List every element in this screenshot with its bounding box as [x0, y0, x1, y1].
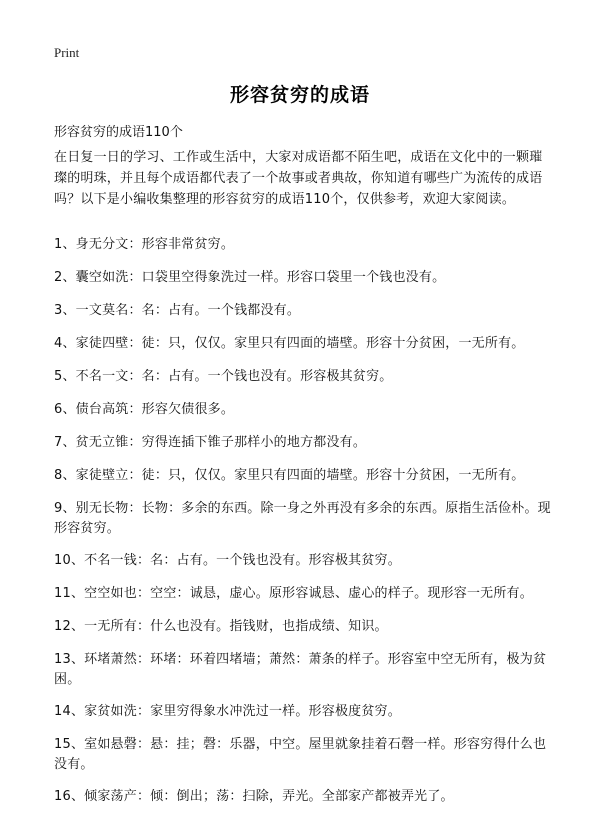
list-item: 16、倾家荡产：倾：倒出；荡：扫除，弄光。全部家产都被弄光了。	[54, 789, 454, 804]
list-item: 5、不名一文：名：占有。一个钱也没有。形容极其贫穷。	[54, 369, 393, 384]
list-item: 4、家徒四壁：徒：只，仅仅。家里只有四面的墙壁。形容十分贫困，一无所有。	[54, 336, 525, 351]
list-item: 9、别无长物：长物：多余的东西。除一身之外再没有多余的东西。原指生活俭朴。现形容贫穷。	[54, 501, 551, 536]
list-item: 12、一无所有：什么也没有。指钱财，也指成绩、知识。	[54, 619, 388, 634]
list-item: 1、身无分文：形容非常贫穷。	[54, 237, 235, 252]
page-title: 形容贫穷的成语	[229, 84, 370, 106]
article-subtitle: 形容贫穷的成语110个	[54, 125, 183, 140]
list-item: 14、家贫如洗：家里穷得象水冲洗过一样。形容极度贫穷。	[54, 704, 401, 719]
idiom-list	[54, 235, 554, 820]
list-item: 3、一文莫名：名：占有。一个钱都没有。	[54, 303, 301, 318]
intro-paragraph: 在日复一日的学习、工作或生活中，大家对成语都不陌生吧，成语在文化中的一颗璀璨的明珠，并且每个成语都代表了一个故事或者典故，你知道有哪些广为流传的成语吗？以下是小编收集整理的形容贫穷的成语110个，仅供参考，欢迎大家阅读。	[54, 150, 543, 207]
list-item: 15、室如悬磬：悬：挂；磬：乐器，中空。屋里就象挂着石磬一样。形容穷得什么也没有。	[54, 737, 547, 772]
list-item: 6、债台高筑：形容欠债很多。	[54, 402, 235, 417]
print-label: Print	[54, 45, 80, 60]
list-item: 7、贫无立锥：穷得连插下锥子那样小的地方都没有。	[54, 435, 367, 450]
list-item: 2、囊空如洗：口袋里空得象洗过一样。形容口袋里一个钱也没有。	[54, 270, 446, 285]
list-item: 10、不名一钱：名：占有。一个钱也没有。形容极其贫穷。	[54, 553, 401, 568]
list-item: 11、空空如也：空空：诚恳，虚心。原形容诚恳、虚心的样子。现形容一无所有。	[54, 586, 533, 601]
list-item: 8、家徒壁立：徒：只，仅仅。家里只有四面的墙壁。形容十分贫困，一无所有。	[54, 468, 525, 483]
list-item: 13、环堵萧然：环堵：环着四堵墙；萧然：萧条的样子。形容室中空无所有，极为贫困。	[54, 652, 547, 687]
